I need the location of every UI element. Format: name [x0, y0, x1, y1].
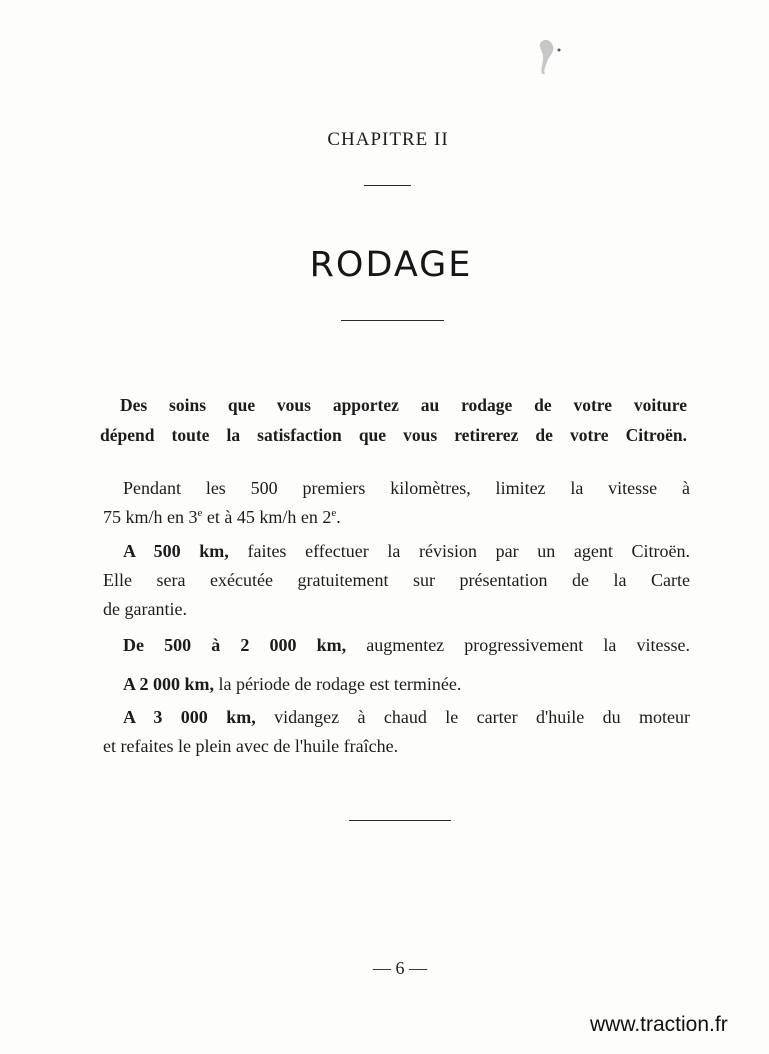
page-title: RODAGE [309, 245, 473, 285]
p1-line-1: Pendant les 500 premiers kilomètres, limitez la vitesse à [123, 478, 690, 498]
p2-line-2: Elle sera exécutée gratuitement sur présentation de la Carte [103, 570, 690, 590]
site-watermark: www.traction.fr [590, 1013, 728, 1036]
p3-line-1: De 500 à 2 000 km, augmentez progressivement la vitesse. [123, 635, 690, 655]
p5-line-1: A 3 000 km, vidangez à chaud le carter d'huile du moteur [123, 707, 691, 727]
p4-line-1: A 2 000 km, la période de rodage est terminée. [123, 674, 462, 694]
p1-line-2: 75 km/h en 3e et à 45 km/h en 2e. [103, 507, 341, 527]
p2-line-3: de garantie. [103, 599, 187, 619]
intro-line-1: Des soins que vous apportez au rodage de votre voiture [120, 395, 687, 415]
chapter-divider [364, 185, 411, 186]
page-number: — 6 — [373, 958, 427, 978]
intro-paragraph [100, 390, 687, 450]
title-divider [341, 320, 444, 321]
intro-line-2: dépend toute la satisfaction que vous retirerez de votre Citroën. [100, 425, 687, 445]
p5-line-2: et refaites le plein avec de l'huile fraîche. [103, 736, 399, 756]
closing-divider [349, 820, 451, 821]
paragraph-500-2000km [103, 631, 690, 660]
paragraph-3000km [103, 703, 690, 761]
paragraph-speed-limit [103, 474, 690, 532]
paragraph-2000km [103, 670, 690, 699]
chapter-heading: CHAPITRE II [327, 129, 449, 150]
p2-line-1: A 500 km, faites effectuer la révision par un agent Citroën. [123, 541, 691, 561]
paragraph-500km [103, 537, 690, 624]
print-blemish [535, 36, 563, 76]
